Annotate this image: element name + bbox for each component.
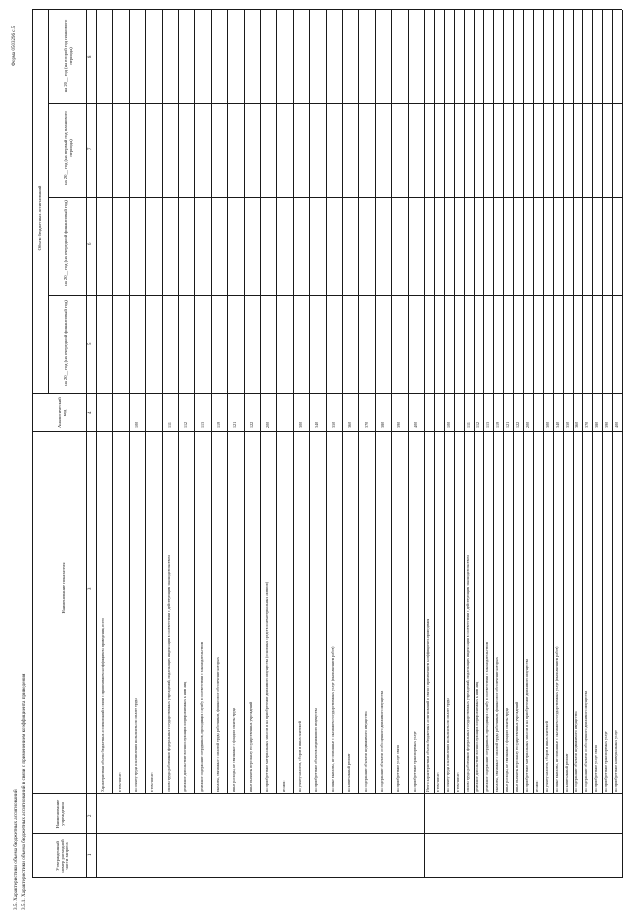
row-label: денежное довольствие военнослужащих и приравненных к ним лиц <box>475 681 480 792</box>
row-divider <box>227 10 228 794</box>
column-divider <box>32 833 622 834</box>
row-label: денежное содержание сотрудников, проходящих службу в соответствии с законодательством <box>485 641 490 792</box>
row-label: на капитальный ремонт <box>564 753 569 792</box>
header-budget-code: Утвержденный номер расходной части запроса <box>55 839 70 873</box>
row-label: выплаты, связанные с оплатой труда работников, финансовое обеспечение которых <box>216 657 220 792</box>
row-divider <box>503 10 504 794</box>
row-code: 360 <box>574 421 580 428</box>
row-label: из них: <box>281 780 286 792</box>
row-label: на приобретение транспортных услуг <box>412 731 417 792</box>
row-label: в том числе: <box>435 772 440 792</box>
row-label: иные выплаты персоналу государственных учреждений <box>248 701 253 792</box>
row-label: иные выплаты персоналу государственных учреждений <box>515 701 520 792</box>
row-code: 200 <box>524 421 530 428</box>
row-label: в том числе: <box>150 772 155 792</box>
row-divider <box>444 10 445 794</box>
row-code: 112 <box>183 421 189 428</box>
row-divider <box>178 10 179 794</box>
col-number-6: 6 <box>88 242 93 245</box>
row-label: на капитальный ремонт <box>347 753 352 792</box>
row-code: 122 <box>248 421 254 428</box>
row-label: на содержание объектов особо ценного движимого имущества <box>380 690 384 792</box>
row-code: 122 <box>515 421 521 428</box>
row-label: на приобретение материальных запасов и на приобретение движимого имущества <box>524 658 529 792</box>
row-code: 100 <box>445 421 451 428</box>
row-label: Итого характеристики объема бюджетных ассигнований в связи с применением коэффициента приведения <box>425 618 430 792</box>
row-code: 113 <box>485 421 491 428</box>
col-number-2: 2 <box>88 814 93 817</box>
row-divider <box>493 10 494 794</box>
header-year-2: на 20__ год (на очередной финансовый год) <box>63 200 68 286</box>
row-label: на приобретение объектов недвижимого имущества <box>314 707 319 792</box>
row-label: на иные выплаты, не связанные с оказанием государственных услуг (выполнением работ) <box>330 646 335 792</box>
row-code: 340 <box>554 421 560 428</box>
row-code: 119 <box>216 421 221 428</box>
row-divider <box>211 10 212 794</box>
row-divider <box>244 10 245 794</box>
row-code: 390 <box>604 421 610 428</box>
row-code: 370 <box>584 421 590 428</box>
row-label: на оплату труда и начисления на выплаты по оплате труда <box>445 698 450 792</box>
row-divider <box>408 10 409 794</box>
header-year-4: на 20__ год (на второй год планового периода) <box>63 19 73 93</box>
row-code: 360 <box>347 421 353 428</box>
col-number-3: 3 <box>88 587 93 590</box>
column-divider <box>48 295 622 296</box>
row-divider <box>260 10 261 794</box>
row-label: на приобретение коммунальных услуг <box>614 729 619 792</box>
row-divider <box>145 10 146 794</box>
form-label: Форма 0503296 с.5 <box>12 25 17 66</box>
col-number-1: 1 <box>88 853 93 856</box>
row-divider <box>309 10 310 794</box>
row-divider <box>602 10 603 794</box>
row-label: на содержание объектов особо ценного движимого имущества <box>584 690 589 792</box>
row-code: 121 <box>232 421 238 428</box>
header-institution: Наименование учреждения <box>55 799 65 829</box>
row-divider <box>375 10 376 794</box>
subsection-heading: 3.5.1. Характеристики объема бюджетных ассигнований в связи с применением коэффициента приведения <box>21 673 27 910</box>
row-code: 100 <box>134 421 139 428</box>
row-divider <box>533 10 534 794</box>
row-code: 113 <box>199 421 205 428</box>
row-divider <box>592 10 593 794</box>
row-label: иные расходы, не связанные с фондом оплаты труда <box>505 707 510 792</box>
row-code: 119 <box>495 421 501 428</box>
row-divider <box>276 10 277 794</box>
row-divider <box>391 10 392 794</box>
row-code: 380 <box>380 421 385 428</box>
row-divider <box>326 10 327 794</box>
row-label: на оплату труда и начисления на выплаты по оплате труда <box>134 698 138 792</box>
row-code: 111 <box>465 422 471 428</box>
row-label: на приобретение услуг связи <box>396 745 401 792</box>
row-label: оплата труда работников федеральных государственных учреждений, подлежащих индексации в соответствии с действующим законодательством <box>465 555 470 792</box>
row-divider <box>434 10 435 794</box>
row-label: в том числе: <box>117 772 122 792</box>
row-code: 400 <box>412 421 418 428</box>
row-code: 350 <box>564 421 570 428</box>
column-divider <box>48 197 622 198</box>
row-divider <box>563 10 564 794</box>
row-label: денежное довольствие военнослужащих и приравненных к ним лиц <box>183 681 188 792</box>
row-divider <box>358 10 359 794</box>
row-label: из них: <box>534 780 539 792</box>
col-number-5: 5 <box>88 342 93 345</box>
section-heading: 3.5. Характеристики объема бюджетных ассигнований <box>13 789 19 910</box>
row-label: на приобретение услуг связи <box>594 745 599 792</box>
row-divider <box>553 10 554 794</box>
row-label: на уплату налогов, сборов и иных платежей <box>544 721 549 792</box>
row-divider <box>513 10 514 794</box>
row-code: 400 <box>614 421 620 428</box>
row-label: Характеристики объема бюджетных ассигнований в связи с применением коэффициента приведения, всего <box>101 618 106 792</box>
header-year-3: на 20__ год (на первый год планового периода) <box>63 111 73 185</box>
row-code: 370 <box>363 421 369 428</box>
row-divider <box>342 10 343 794</box>
row-divider <box>194 10 195 794</box>
table-border-top <box>32 10 33 878</box>
row-code: 390 <box>396 421 402 428</box>
row-divider <box>474 10 475 794</box>
row-divider <box>573 10 574 794</box>
header-volume-group: Объем бюджетных ассигнований <box>37 185 42 251</box>
header-bottom-line <box>86 10 87 878</box>
table-border-left <box>32 877 622 878</box>
row-code: 340 <box>314 421 320 428</box>
col-number-line <box>96 10 97 878</box>
row-label: на уплату налогов, сборов и иных платежей <box>298 721 302 792</box>
row-divider <box>543 10 544 794</box>
row-divider <box>582 10 583 794</box>
header-line-code: Аналитический код <box>57 397 67 428</box>
row-code: 121 <box>505 421 511 428</box>
row-divider <box>612 10 613 794</box>
col-number-8: 8 <box>88 55 93 58</box>
col-number-7: 7 <box>88 147 93 150</box>
row-divider <box>523 10 524 794</box>
row-label: на содержание объектов недвижимого имущества <box>574 711 579 792</box>
block-separator <box>424 10 425 878</box>
row-code: 200 <box>265 421 271 428</box>
row-label: на приобретение материальных запасов и на приобретение движимого имущества (основных средств и нематериальных активов) <box>265 581 270 792</box>
row-divider <box>293 10 294 794</box>
row-code: 300 <box>298 421 303 428</box>
row-divider <box>483 10 484 794</box>
row-code: 112 <box>475 421 481 428</box>
row-divider <box>622 10 623 794</box>
row-label: в том числе: <box>455 772 460 792</box>
header-group-line <box>48 10 49 394</box>
row-label: выплаты, связанные с оплатой труда работников, финансовое обеспечение которых <box>495 657 500 792</box>
row-label: на содержание объектов недвижимого имущества <box>363 711 368 792</box>
row-code: 380 <box>594 421 600 428</box>
header-indicator: Наименование показателя <box>61 562 66 614</box>
row-code: 300 <box>544 421 550 428</box>
row-code: 111 <box>166 422 172 428</box>
row-label: иные расходы, не связанные с фондом оплаты труда <box>232 707 237 792</box>
row-divider <box>112 10 113 794</box>
row-divider <box>129 10 130 794</box>
row-code: 350 <box>330 421 336 428</box>
row-divider <box>454 10 455 794</box>
col-number-4: 4 <box>88 411 93 414</box>
row-label: денежное содержание сотрудников, проходящих службу в соответствии с законодательством <box>199 641 204 792</box>
row-label: оплата труда работников федеральных государственных учреждений, подлежащих индексации в соответствии с действующим законодательством <box>166 555 171 792</box>
row-divider <box>162 10 163 794</box>
header-year-1: на 20__ год (на очередной финансовый год) <box>63 300 68 386</box>
column-divider <box>48 103 622 104</box>
row-divider <box>464 10 465 794</box>
row-label: на иные выплаты, не связанные с оказанием государственных услуг (выполнением работ) <box>554 646 559 792</box>
row-label: на приобретение транспортных услуг <box>604 731 609 792</box>
